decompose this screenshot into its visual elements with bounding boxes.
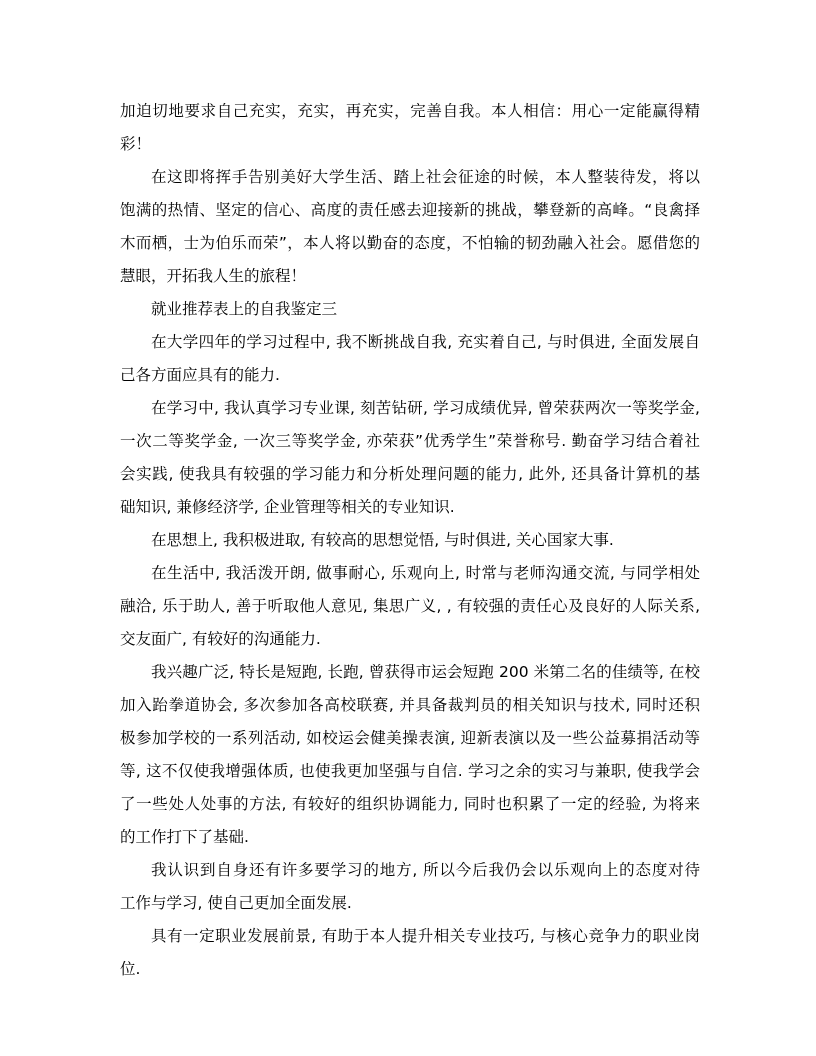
- text-line: 极参加学校的一系列活动, 如校运会健美操表演, 迎新表演以及一些公益募捐活动等: [120, 729, 700, 747]
- text-line: 加入跆拳道协会, 多次参加各高校联赛, 并具备裁判员的相关知识与技术, 同时还积: [120, 696, 700, 714]
- text-line: 我兴趣广泛, 特长是短跑, 长跑, 曾获得市运会短跑 200 米第二名的佳绩等, 在校: [151, 663, 700, 681]
- text-line: 融洽, 乐于助人, 善于听取他人意见, 集思广义, , 有较强的责任心及良好的人际关系,: [120, 597, 700, 615]
- section-heading: 就业推荐表上的自我鉴定三: [151, 300, 338, 318]
- text-line: 础知识, 兼修经济学, 企业管理等相关的专业知识.: [120, 498, 455, 516]
- text-line: 具有一定职业发展前景, 有助于本人提升相关专业技巧, 与核心竞争力的职业岗: [151, 927, 700, 945]
- text-line: 己各方面应具有的能力.: [120, 366, 280, 384]
- text-line: 等, 这不仅使我增强体质, 也使我更加坚强与自信. 学习之余的实习与兼职, 使我学会: [120, 762, 700, 780]
- text-line: 在大学四年的学习过程中, 我不断挑战自我, 充实着自己, 与时俱进, 全面发展自: [151, 333, 700, 351]
- text-line: 在思想上, 我积极进取, 有较高的思想觉悟, 与时俱进, 关心国家大事.: [151, 531, 614, 549]
- text-line: 在生活中, 我活泼开朗, 做事耐心, 乐观向上, 时常与老师沟通交流, 与同学相处: [151, 564, 700, 582]
- text-line: 在学习中, 我认真学习专业课, 刻苦钻研, 学习成绩优异, 曾荣获两次一等奖学金,: [151, 399, 700, 417]
- text-line: 一次二等奖学金, 一次三等奖学金, 亦荣获”优秀学生”荣誉称号. 勤奋学习结合着社: [120, 432, 700, 450]
- text-line: 彩！: [120, 135, 152, 153]
- text-line: 我认识到自身还有许多要学习的地方, 所以今后我仍会以乐观向上的态度对待: [151, 861, 700, 879]
- text-line: 的工作打下了基础.: [120, 828, 249, 846]
- text-line: 在这即将挥手告别美好大学生活、踏上社会征途的时候，本人整装待发，将以: [151, 168, 700, 186]
- text-line: 饱满的热情、坚定的信心、高度的责任感去迎接新的挑战，攀登新的高峰。“良禽择: [120, 201, 700, 219]
- text-line: 工作与学习, 使自己更加全面发展.: [120, 894, 352, 912]
- text-line: 位.: [120, 960, 141, 978]
- text-line: 慧眼，开拓我人生的旅程！: [120, 267, 307, 285]
- text-line: 木而栖，士为伯乐而荣”，本人将以勤奋的态度，不怕输的韧劲融入社会。愿借您的: [120, 234, 700, 252]
- text-line: 加迫切地要求自己充实，充实，再充实，完善自我。本人相信：用心一定能赢得精: [120, 102, 700, 120]
- text-line: 会实践, 使我具有较强的学习能力和分析处理问题的能力, 此外, 还具备计算机的基: [120, 465, 700, 483]
- text-line: 了一些处人处事的方法, 有较好的组织协调能力, 同时也积累了一定的经验, 为将来: [120, 795, 700, 813]
- text-line: 交友面广, 有较好的沟通能力.: [120, 630, 321, 648]
